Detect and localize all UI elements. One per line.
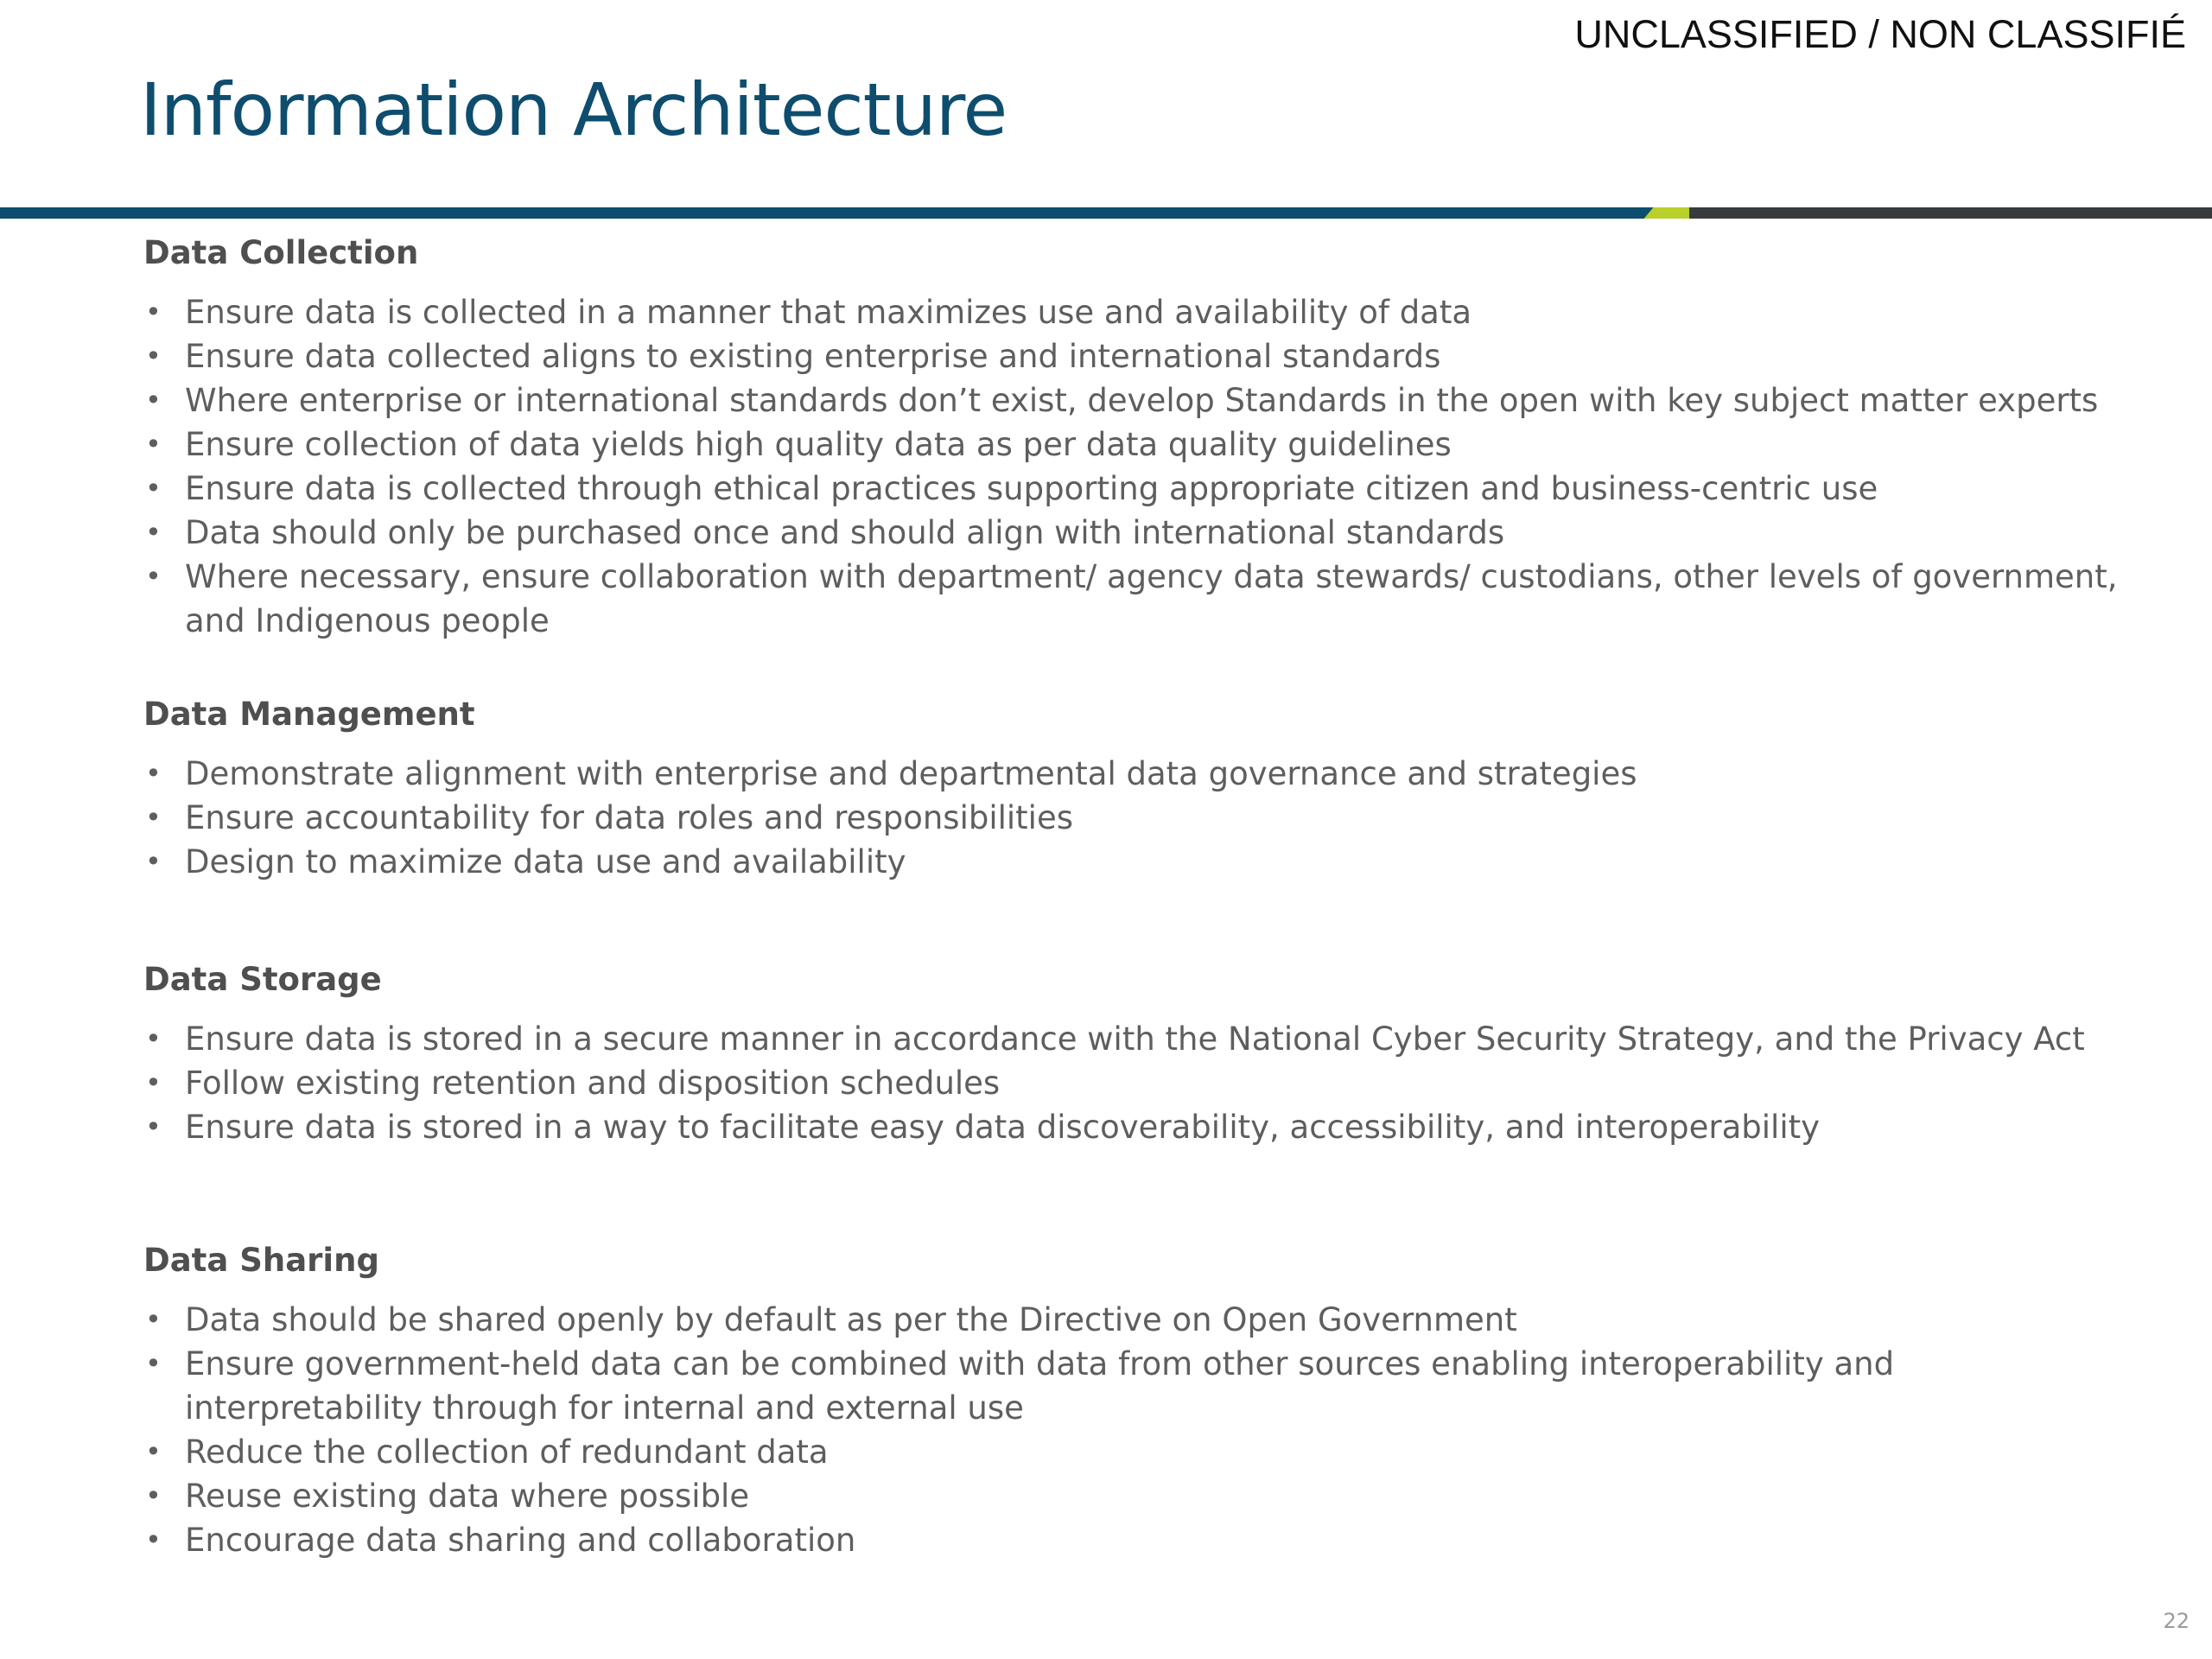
section-data-collection xyxy=(143,232,2131,643)
list-item-text: Ensure data is stored in a way to facilitate easy data discoverability, accessibility, and interoperability xyxy=(185,1109,1821,1146)
divider-dark-bar xyxy=(1689,207,2212,219)
bullet-icon: • xyxy=(145,1523,162,1556)
bullet-icon: • xyxy=(145,472,162,505)
section-heading: Data Management xyxy=(143,696,475,733)
bullet-icon: • xyxy=(145,340,162,372)
list-item xyxy=(143,290,2131,334)
bullet-icon: • xyxy=(145,845,162,878)
section-data-management xyxy=(143,693,2131,884)
bullet-icon: • xyxy=(145,1066,162,1099)
list-item xyxy=(143,1430,2131,1474)
list-item-text: Data should be shared openly by default as per the Directive on Open Government xyxy=(185,1301,1517,1338)
list-item xyxy=(143,378,2131,423)
list-item-text: Ensure data is stored in a secure manner in accordance with the National Cyber Security Strategy, and the Privacy Act xyxy=(185,1020,2085,1058)
bullet-icon: • xyxy=(145,1110,162,1143)
bullet-list xyxy=(143,1298,2131,1562)
list-item-text: Ensure collection of data yields high quality data as per data quality guidelines xyxy=(185,426,1452,463)
bullet-icon: • xyxy=(145,1347,162,1380)
list-item xyxy=(143,1298,2131,1342)
list-item xyxy=(143,1061,2131,1105)
list-item-text: Encourage data sharing and collaboration xyxy=(185,1522,856,1559)
list-item-text: Ensure data collected aligns to existing enterprise and international standards xyxy=(185,338,1441,375)
section-heading: Data Collection xyxy=(143,234,419,271)
section-data-storage xyxy=(143,958,2131,1149)
list-item-text: Ensure government-held data can be combined with data from other sources enabling interoperability and interpretability through for internal and external use xyxy=(185,1345,1895,1427)
bullet-icon: • xyxy=(145,516,162,549)
list-item xyxy=(143,1474,2131,1518)
list-item-text: Where necessary, ensure collaboration with department/ agency data stewards/ custodians, other levels of government, and Indigenous people xyxy=(185,558,2118,639)
list-item xyxy=(143,1017,2131,1061)
page-title: Information Architecture xyxy=(140,67,1007,152)
list-item-text: Reuse existing data where possible xyxy=(185,1478,750,1515)
list-item xyxy=(143,1105,2131,1149)
list-item-text: Demonstrate alignment with enterprise and departmental data governance and strategies xyxy=(185,755,1637,792)
list-item xyxy=(143,423,2131,467)
content-body xyxy=(143,232,2131,1562)
bullet-icon: • xyxy=(145,428,162,461)
bullet-icon: • xyxy=(145,801,162,834)
list-item xyxy=(143,752,2131,796)
header-divider xyxy=(0,207,2212,219)
list-item xyxy=(143,796,2131,840)
bullet-list xyxy=(143,290,2131,643)
classification-label: UNCLASSIFIED / NON CLASSIFIÉ xyxy=(1574,12,2186,56)
bullet-list xyxy=(143,1017,2131,1149)
list-item xyxy=(143,1342,2131,1430)
list-item xyxy=(143,840,2131,884)
page-number: 22 xyxy=(2163,1609,2190,1633)
bullet-icon: • xyxy=(145,296,162,328)
list-item-text: Where enterprise or international standards don’t exist, develop Standards in the open with key subject matter experts xyxy=(185,382,2099,419)
list-item-text: Reduce the collection of redundant data xyxy=(185,1433,829,1471)
list-item xyxy=(143,467,2131,511)
section-heading: Data Sharing xyxy=(143,1242,379,1279)
list-item-text: Data should only be purchased once and should align with international standards xyxy=(185,514,1505,551)
section-heading: Data Storage xyxy=(143,961,382,998)
bullet-icon: • xyxy=(145,384,162,416)
list-item-text: Design to maximize data use and availability xyxy=(185,843,906,880)
section-data-sharing xyxy=(143,1239,2131,1562)
list-item-text: Ensure data is collected through ethical practices supporting appropriate citizen and business-centric use xyxy=(185,470,1878,507)
bullet-icon: • xyxy=(145,757,162,790)
list-item-text: Ensure data is collected in a manner that maximizes use and availability of data xyxy=(185,294,1472,331)
list-item xyxy=(143,555,2131,643)
bullet-list xyxy=(143,752,2131,884)
bullet-icon: • xyxy=(145,1303,162,1336)
list-item xyxy=(143,1518,2131,1562)
bullet-icon: • xyxy=(145,560,162,593)
divider-primary-bar xyxy=(0,207,1659,219)
bullet-icon: • xyxy=(145,1022,162,1055)
list-item-text: Ensure accountability for data roles and responsibilities xyxy=(185,799,1073,836)
list-item xyxy=(143,334,2131,378)
bullet-icon: • xyxy=(145,1479,162,1512)
list-item xyxy=(143,511,2131,555)
list-item-text: Follow existing retention and disposition schedules xyxy=(185,1065,1001,1102)
bullet-icon: • xyxy=(145,1435,162,1468)
